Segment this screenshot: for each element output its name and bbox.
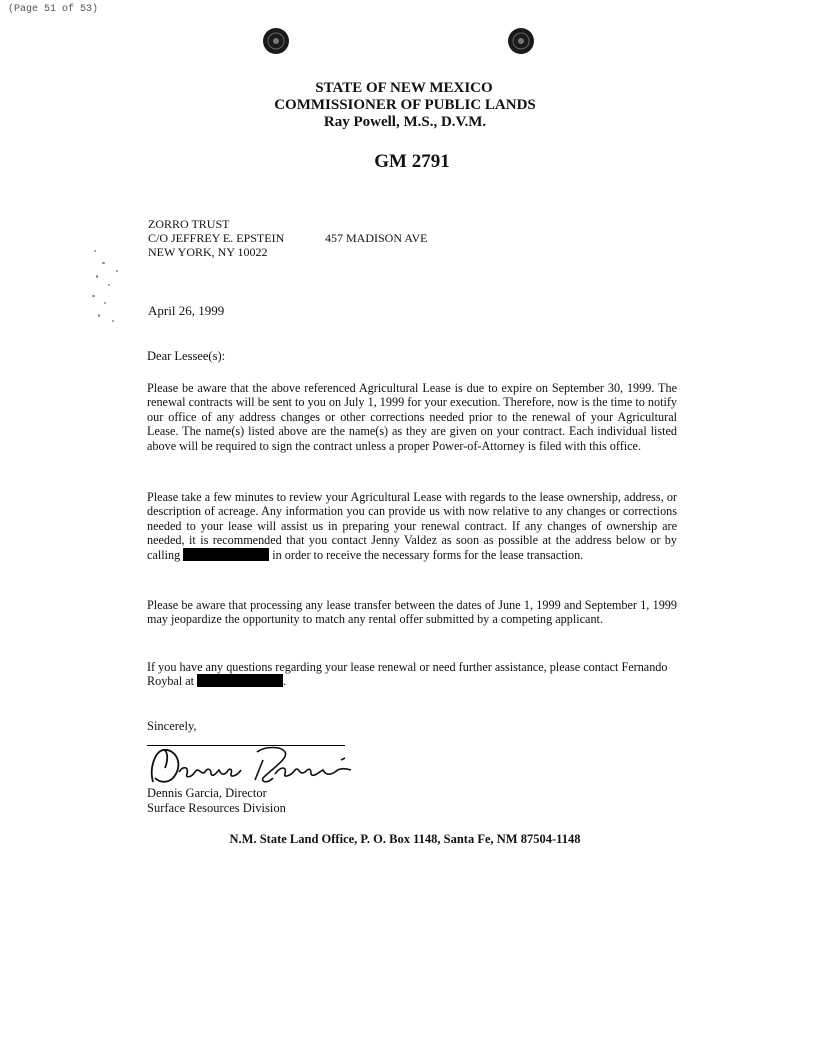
paragraph-4-text-a: If you have any questions regarding your lease renewal or need further assistance, please contact Fernando Roybal at bbox=[147, 660, 668, 689]
paragraph-3-text: Please be aware that processing any lease transfer between the dates of June 1, 1999 and September 1, 1999 may jeopardize the opportunity to match any rental offer submitted by a competing applicant. bbox=[147, 598, 677, 627]
paragraph-3 bbox=[147, 598, 677, 627]
paragraph-1 bbox=[147, 381, 677, 453]
paragraph-4 bbox=[147, 660, 677, 689]
letter-date: April 26, 1999 bbox=[148, 303, 225, 318]
redacted-phone-1 bbox=[183, 548, 269, 561]
paragraph-2 bbox=[147, 490, 677, 562]
salutation: Dear Lessee(s): bbox=[147, 349, 226, 363]
letterhead bbox=[0, 80, 816, 131]
seal-left-icon bbox=[263, 28, 289, 54]
recipient-street: 457 MADISON AVE bbox=[325, 231, 428, 245]
letterhead-state: STATE OF NEW MEXICO bbox=[315, 80, 493, 96]
reference-number: GM 2791 bbox=[374, 151, 450, 172]
recipient-city: NEW YORK, NY 10022 bbox=[148, 245, 268, 259]
recipient-name: ZORRO TRUST bbox=[148, 217, 230, 231]
recipient-care-of: C/O JEFFREY E. EPSTEIN bbox=[148, 231, 285, 245]
redacted-phone-2 bbox=[197, 674, 283, 687]
footer-address: N.M. State Land Office, P. O. Box 1148, Santa Fe, NM 87504-1148 bbox=[229, 832, 581, 846]
recipient-address bbox=[148, 217, 284, 259]
scan-noise bbox=[90, 240, 130, 330]
signer-name: Dennis Garcia, Director bbox=[147, 786, 267, 800]
paragraph-4-text-b: . bbox=[283, 674, 287, 689]
paragraph-2-text-b: in order to receive the necessary forms for the lease transaction. bbox=[272, 547, 584, 562]
paragraph-1-text: Please be aware that the above referenced Agricultural Lease is due to expire on September 30, 1999. The renewal contracts will be sent to you on July 1, 1999 for your execution. Therefore, now is the time to notify our office of any address changes or other corrections needed prior to the renewal of your Agricultural Lease. The name(s) listed above are the name(s) as they are given on your contract. Each individual listed above will be required to sign the contract unless a proper Power-of-Attorney is filed with this office. bbox=[147, 381, 677, 453]
closing: Sincerely, bbox=[147, 719, 197, 733]
signature-image bbox=[145, 738, 360, 793]
letterhead-commissioner-name: Ray Powell, M.S., D.V.M. bbox=[323, 114, 487, 130]
page-marker: (Page 51 of 53) bbox=[8, 4, 99, 15]
signer-division: Surface Resources Division bbox=[147, 801, 286, 815]
letterhead-commissioner: COMMISSIONER OF PUBLIC LANDS bbox=[274, 97, 536, 113]
seal-right-icon bbox=[508, 28, 534, 54]
signer-block bbox=[147, 786, 286, 816]
paragraph-2-text-a: Please take a few minutes to review your Agricultural Lease with regards to the lease ownership, address, or description of acreage. Any information you can provide us with now relative to any changes or corrections needed to your lease will assist us in preparing your renewal contract. If any changes of ownership are needed, it is recommended that you contact Jenny Valdez as soon as possible at the address below or by calling bbox=[147, 490, 677, 562]
